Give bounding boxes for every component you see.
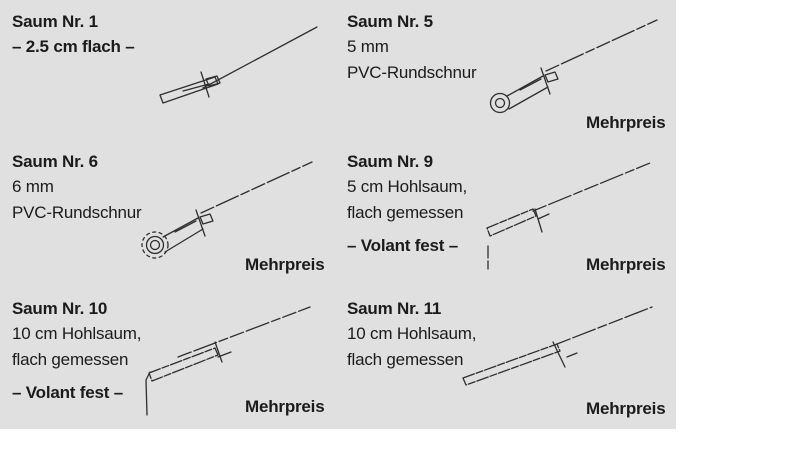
cell-saum-9 [347, 150, 467, 259]
cell-saum-10 [12, 297, 141, 406]
pvc-round-cord-6mm-diagram [133, 157, 318, 262]
cell-title: Saum Nr. 9 [347, 152, 433, 171]
surcharge-label: Mehrpreis [586, 255, 666, 274]
cell-title: Saum Nr. 1 [12, 12, 98, 31]
pvc-round-cord-5mm-diagram [478, 15, 663, 120]
cell-spec-line: PVC-Rundschnur [347, 63, 477, 82]
cell-spec-line: 6 mm [12, 177, 54, 196]
cell-spec-line: 10 cm Hohlsaum, [347, 324, 477, 343]
cell-spec-line: 5 cm Hohlsaum, [347, 177, 468, 196]
surcharge-label: Mehrpreis [586, 113, 666, 132]
hollow-hem-10cm-diagram [452, 300, 662, 395]
cell-spec-line: flach gemessen [12, 350, 129, 369]
cell-spec-line: 5 mm [347, 37, 389, 56]
volant-note: – Volant fest – [347, 236, 458, 255]
cell-spec-line: 10 cm Hohlsaum, [12, 324, 142, 343]
cell-saum-6 [12, 150, 141, 226]
volant-note: – Volant fest – [12, 383, 123, 402]
cell-spec-line: – 2.5 cm flach – [12, 37, 135, 56]
cell-spec-line: flach gemessen [347, 203, 464, 222]
surcharge-label: Mehrpreis [245, 255, 325, 274]
flat-hem-diagram [145, 18, 325, 113]
surcharge-label: Mehrpreis [245, 397, 325, 416]
cell-title: Saum Nr. 11 [347, 299, 442, 318]
cell-title: Saum Nr. 10 [12, 299, 108, 318]
cell-spec-line: flach gemessen [347, 350, 464, 369]
cell-title: Saum Nr. 5 [347, 12, 433, 31]
cell-spec-line: PVC-Rundschnur [12, 203, 142, 222]
cell-title: Saum Nr. 6 [12, 152, 98, 171]
cell-saum-5 [347, 10, 476, 86]
surcharge-label: Mehrpreis [586, 399, 666, 418]
cell-saum-1 [12, 10, 134, 60]
